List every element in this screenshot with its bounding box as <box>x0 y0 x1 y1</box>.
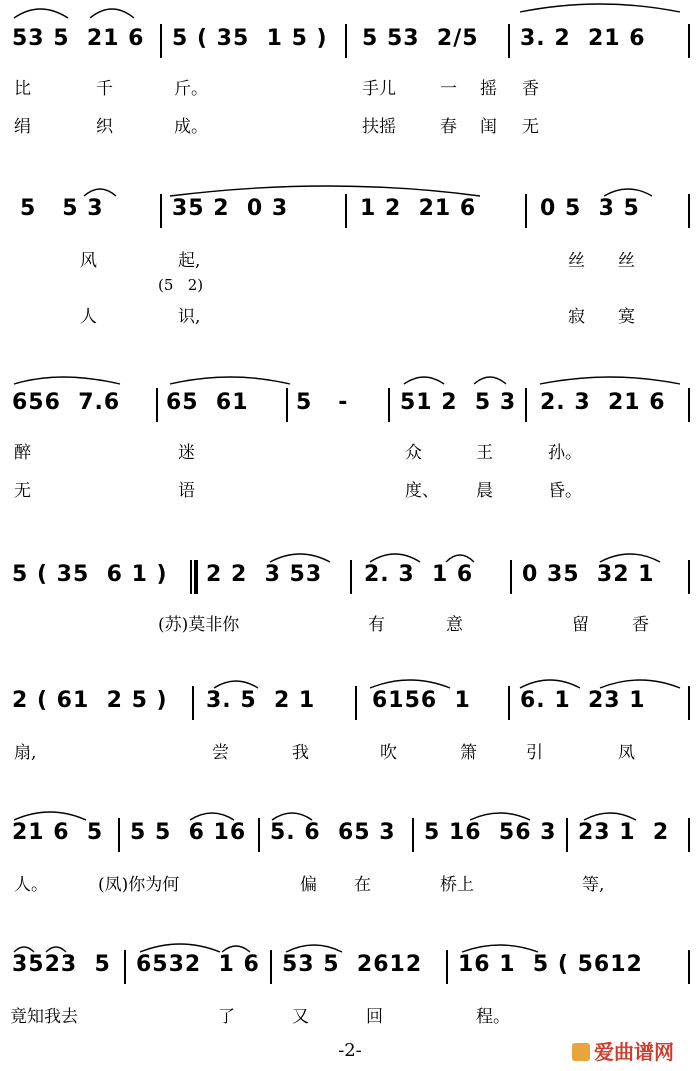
lyric: 寞 <box>618 307 635 327</box>
bar-line <box>388 388 390 422</box>
measure: 0 35 32 1 <box>522 562 655 587</box>
site-watermark <box>572 1036 674 1065</box>
lyric: 一 <box>440 79 457 99</box>
measure: 2. 3 1 6 <box>364 562 474 587</box>
measure: 3. 2 21 6 <box>520 26 646 51</box>
lyric: 无 <box>14 481 31 501</box>
measure: 5 - <box>296 390 349 415</box>
measure: 3. 5 2 1 <box>206 688 316 713</box>
lyric: (苏)莫非你 <box>158 615 240 635</box>
lyric: 在 <box>354 875 371 895</box>
bar-line <box>345 194 347 228</box>
bar-line <box>124 950 126 984</box>
lyric: 织 <box>96 117 113 137</box>
bar-line <box>156 388 158 422</box>
lyric: 人。 <box>14 875 48 895</box>
alt-melody: (5 2) <box>158 276 204 294</box>
notes-line <box>0 946 700 986</box>
bar-line <box>270 950 272 984</box>
lyric: 手儿 <box>362 79 396 99</box>
bar-line <box>688 24 690 58</box>
lyric: 无 <box>522 117 539 137</box>
lyric: 语 <box>178 481 195 501</box>
bar-line <box>412 818 414 852</box>
music-note-icon <box>572 1043 590 1061</box>
lyric: 扇, <box>14 743 37 763</box>
measure: 51 2 5 3 <box>400 390 517 415</box>
measure: 16 1 5 ( 5612 <box>458 952 643 977</box>
bar-line <box>688 388 690 422</box>
lyric: 丝 <box>568 251 585 271</box>
slur <box>404 377 444 384</box>
lyric: 回 <box>366 1007 383 1027</box>
bar-line <box>566 818 568 852</box>
lyric: 意 <box>446 615 463 635</box>
lyric: 风 <box>80 251 97 271</box>
measure: 1 2 21 6 <box>360 196 477 221</box>
measure: 5 ( 35 1 5 ) <box>172 26 328 51</box>
notes-line <box>0 814 700 854</box>
lyric: 比 <box>14 79 31 99</box>
measure: 53 5 21 6 <box>12 26 145 51</box>
brand-name: 爱曲谱网 <box>594 1040 674 1064</box>
measure: 53 5 2612 <box>282 952 423 977</box>
lyric: 等, <box>582 875 605 895</box>
measure: 656 7.6 <box>12 390 121 415</box>
bar-line <box>510 560 512 594</box>
measure: 6156 1 <box>372 688 471 713</box>
measure: 5 53 2/5 <box>362 26 479 51</box>
bar-line <box>508 24 510 58</box>
bar-line <box>345 24 347 58</box>
notes-line <box>0 20 700 60</box>
measure: 0 5 3 5 <box>540 196 640 221</box>
page-number: -2- <box>338 1040 362 1061</box>
bar-line <box>508 686 510 720</box>
bar-line <box>688 560 690 594</box>
bar-line <box>688 686 690 720</box>
slur <box>14 377 120 384</box>
lyric: 醉 <box>14 443 31 463</box>
lyric: 迷 <box>178 443 195 463</box>
lyric: 寂 <box>568 307 585 327</box>
lyric: 人 <box>80 307 97 327</box>
measure: 5. 6 65 3 <box>270 820 396 845</box>
lyric: 我 <box>292 743 309 763</box>
lyric: 竟知我去 <box>10 1007 78 1027</box>
lyric: (凤)你为何 <box>98 875 180 895</box>
notes-line <box>0 190 700 230</box>
lyric: 昏。 <box>548 481 582 501</box>
lyric: 绢 <box>14 117 31 137</box>
measure: 6. 1 23 1 <box>520 688 646 713</box>
slur <box>170 377 290 384</box>
lyric: 吹 <box>380 743 397 763</box>
notes-line <box>0 682 700 722</box>
bar-line <box>160 194 162 228</box>
notes-line <box>0 384 700 424</box>
bar-line <box>525 388 527 422</box>
measure: 5 5 6 16 <box>130 820 247 845</box>
lyric: 晨 <box>476 481 493 501</box>
bar-line <box>350 560 352 594</box>
slur <box>540 377 680 384</box>
lyric: 尝 <box>212 743 229 763</box>
lyric: 香 <box>522 79 539 99</box>
bar-line <box>160 24 162 58</box>
measure: 23 1 2 <box>578 820 670 845</box>
lyric: 有 <box>368 615 385 635</box>
lyric: 王 <box>476 443 493 463</box>
bar-line <box>688 194 690 228</box>
measure: 21 6 5 <box>12 820 104 845</box>
measure: 5 16 56 3 <box>424 820 557 845</box>
bar-line <box>286 388 288 422</box>
measure: 2 2 3 53 <box>206 562 323 587</box>
lyric: 丝 <box>618 251 635 271</box>
bar-line <box>688 818 690 852</box>
lyric: 桥上 <box>440 875 474 895</box>
lyric: 箫 <box>460 743 477 763</box>
measure: 35 2 0 3 <box>172 196 289 221</box>
bar-line <box>688 950 690 984</box>
lyric: 扶摇 <box>362 117 396 137</box>
bar-line <box>446 950 448 984</box>
bar-line <box>118 818 120 852</box>
repeat-bar <box>194 560 198 594</box>
lyric: 众 <box>405 443 422 463</box>
lyric: 留 <box>572 615 589 635</box>
lyric: 又 <box>292 1007 309 1027</box>
lyric: 春 <box>440 117 457 137</box>
measure: 2. 3 21 6 <box>540 390 666 415</box>
lyric: 凤 <box>618 743 635 763</box>
lyric: 摇 <box>480 79 497 99</box>
lyric: 孙。 <box>548 443 582 463</box>
lyric: 度、 <box>405 481 439 501</box>
bar-line <box>192 686 194 720</box>
lyric: 识, <box>178 307 201 327</box>
lyric: 起, <box>178 251 201 271</box>
measure: 6532 1 6 <box>136 952 260 977</box>
slur <box>520 4 680 12</box>
slur <box>90 9 134 18</box>
notes-line <box>0 556 700 596</box>
lyric: 偏 <box>300 875 317 895</box>
slur <box>14 9 68 18</box>
lyric: 斤。 <box>174 79 208 99</box>
bar-line <box>525 194 527 228</box>
lyric: 千 <box>96 79 113 99</box>
measure: 5 ( 35 6 1 ) <box>12 562 168 587</box>
measure: 65 61 <box>166 390 249 415</box>
lyric: 引 <box>526 743 543 763</box>
bar-line <box>190 560 192 594</box>
lyric: 程。 <box>476 1007 510 1027</box>
slur <box>474 377 506 384</box>
measure: 5 5 3 <box>20 196 104 221</box>
lyric: 了 <box>218 1007 235 1027</box>
measure: 2 ( 61 2 5 ) <box>12 688 168 713</box>
bar-line <box>355 686 357 720</box>
lyric: 香 <box>632 615 649 635</box>
bar-line <box>258 818 260 852</box>
lyric: 成。 <box>174 117 208 137</box>
measure: 3523 5 <box>12 952 111 977</box>
lyric: 闺 <box>480 117 497 137</box>
